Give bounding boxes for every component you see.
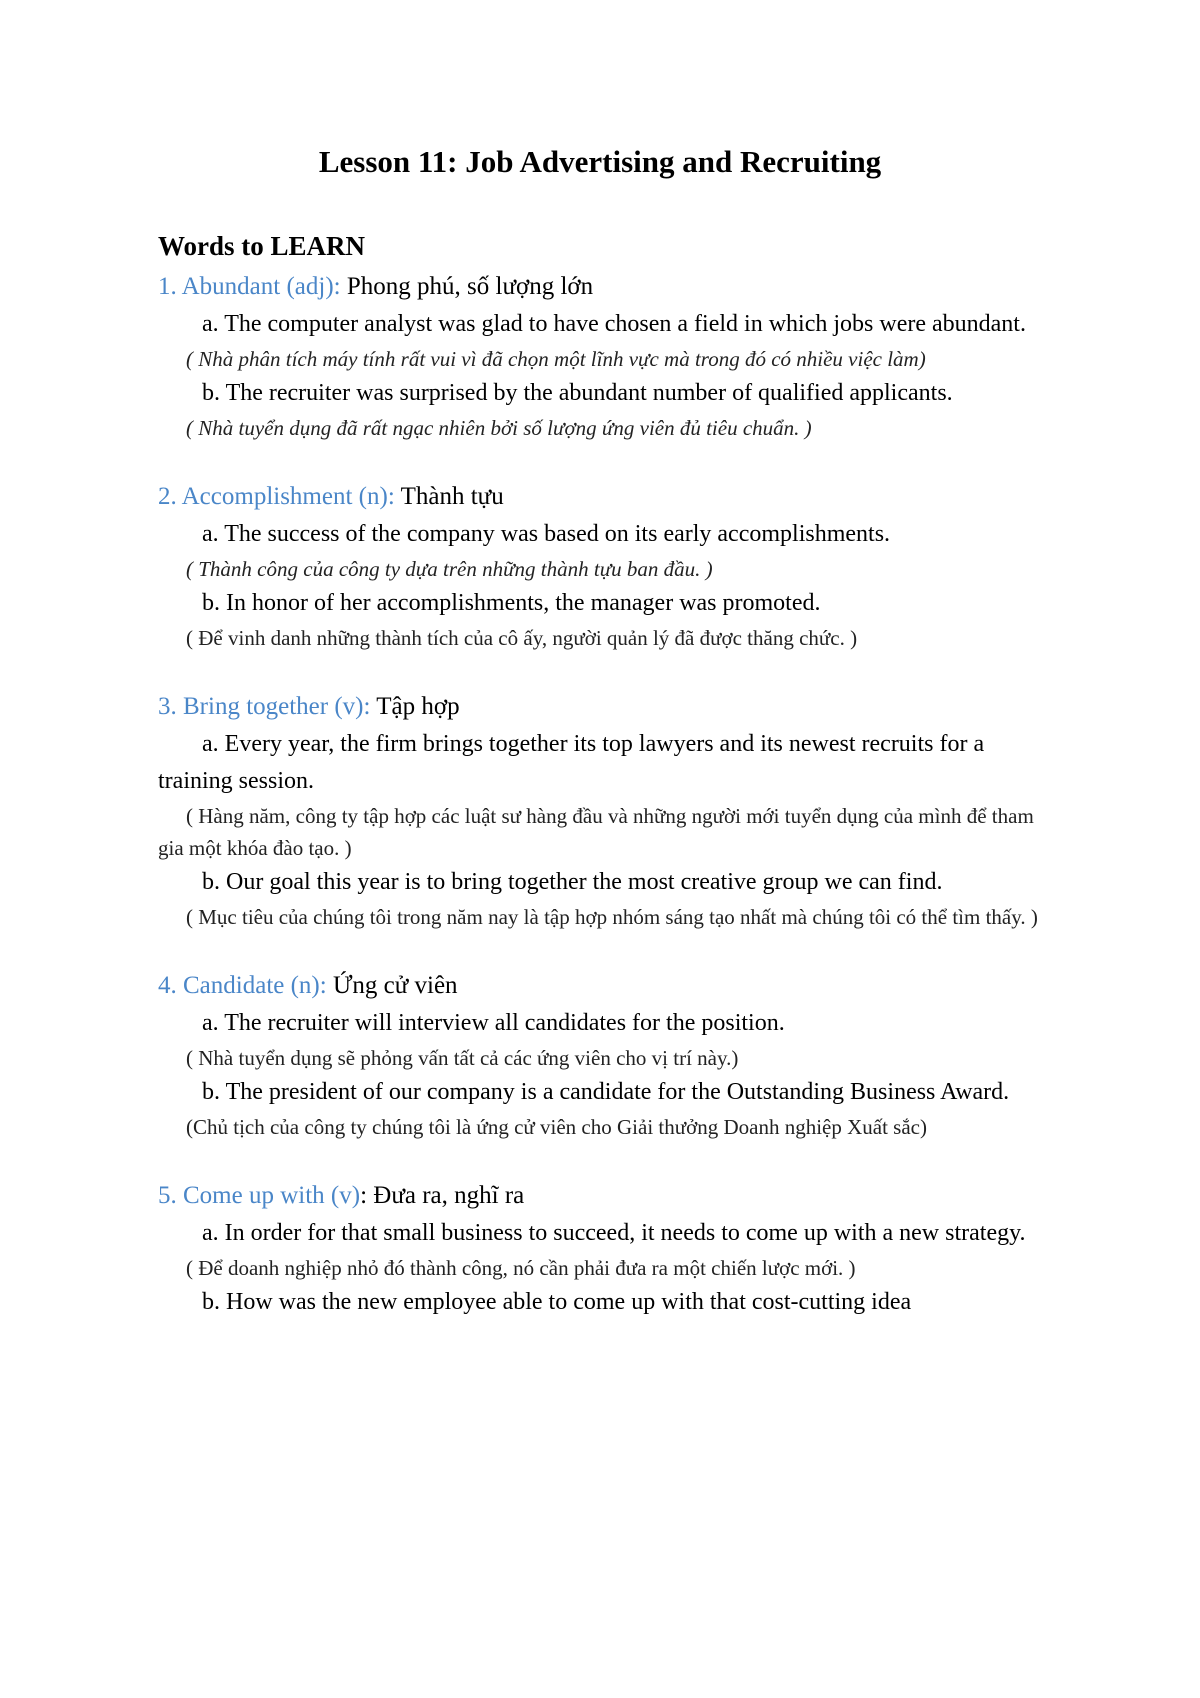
vocab-headword bbox=[158, 478, 1058, 516]
vocab-meaning: Thành tựu bbox=[394, 483, 504, 510]
vocab-meaning: : Đưa ra, nghĩ ra bbox=[360, 1182, 525, 1209]
example-translation: ( Hàng năm, công ty tập hợp các luật sư hàng đầu và những người mới tuyển dụng của mình để tham gia một khóa đào tạo. ) bbox=[158, 804, 1034, 860]
example-sentence: b. How was the new employee able to come up with that cost-cutting idea bbox=[202, 1289, 912, 1315]
example-translation: ( Để vinh danh những thành tích của cô ấy, người quản lý đã được thăng chức. ) bbox=[186, 626, 858, 650]
section-heading: Words to LEARN bbox=[158, 231, 366, 261]
vocab-entry bbox=[158, 478, 1058, 654]
example-sentence: a. Every year, the firm brings together its top lawyers and its newest recruits for a training session. bbox=[158, 731, 985, 794]
example-translation: ( Nhà tuyển dụng sẽ phỏng vấn tất cả các ứng viên cho vị trí này.) bbox=[186, 1046, 739, 1070]
vocab-term: 5. Come up with (v) bbox=[158, 1182, 361, 1209]
vocab-term: 1. Abundant (adj): bbox=[158, 273, 341, 300]
example-sentence: a. The success of the company was based on its early accomplishments. bbox=[202, 521, 891, 547]
example-sentence: a. The computer analyst was glad to have chosen a field in which jobs were abundant. bbox=[202, 311, 1026, 337]
vocab-meaning: Ứng cử viên bbox=[326, 972, 458, 999]
example-translation: ( Mục tiêu của chúng tôi trong năm nay là tập hợp nhóm sáng tạo nhất mà chúng tôi có thể tìm thấy. ) bbox=[186, 905, 1038, 929]
example-sentence: b. The recruiter was surprised by the abundant number of qualified applicants. bbox=[202, 380, 953, 406]
vocab-meaning: Tập hợp bbox=[370, 693, 460, 720]
vocab-term: 2. Accomplishment (n): bbox=[158, 483, 395, 510]
example-sentence: a. In order for that small business to succeed, it needs to come up with a new strategy. bbox=[202, 1220, 1026, 1246]
vocabulary-list bbox=[158, 268, 1058, 1345]
vocab-term: 3. Bring together (v): bbox=[158, 693, 371, 720]
example-sentence: b. The president of our company is a candidate for the Outstanding Business Award. bbox=[202, 1079, 1010, 1105]
example-translation: ( Thành công của công ty dựa trên những thành tựu ban đầu. ) bbox=[186, 557, 713, 581]
page-title: Lesson 11: Job Advertising and Recruiting bbox=[318, 144, 882, 179]
vocab-entry bbox=[158, 1177, 1058, 1321]
example-translation: (Chủ tịch của công ty chúng tôi là ứng cử viên cho Giải thưởng Doanh nghiệp Xuất sắc) bbox=[186, 1115, 927, 1139]
vocab-term: 4. Candidate (n): bbox=[158, 972, 327, 999]
example-translation: ( Nhà phân tích máy tính rất vui vì đã chọn một lĩnh vực mà trong đó có nhiều việc làm) bbox=[186, 347, 926, 371]
example-sentence: b. In honor of her accomplishments, the manager was promoted. bbox=[202, 590, 821, 616]
example-sentence: a. The recruiter will interview all candidates for the position. bbox=[202, 1010, 785, 1036]
vocab-entry bbox=[158, 967, 1058, 1143]
vocab-headword bbox=[158, 967, 1058, 1005]
vocab-entry bbox=[158, 268, 1058, 444]
example-translation: ( Nhà tuyển dụng đã rất ngạc nhiên bởi số lượng ứng viên đủ tiêu chuẩn. ) bbox=[186, 416, 812, 440]
vocab-headword bbox=[158, 268, 1058, 306]
vocab-headword bbox=[158, 688, 1058, 726]
vocab-meaning: Phong phú, số lượng lớn bbox=[340, 273, 594, 300]
example-sentence: b. Our goal this year is to bring together the most creative group we can find. bbox=[202, 869, 943, 895]
vocab-entry bbox=[158, 688, 1058, 933]
vocab-headword bbox=[158, 1177, 1058, 1215]
example-translation: ( Để doanh nghiệp nhỏ đó thành công, nó cần phải đưa ra một chiến lược mới. ) bbox=[186, 1256, 856, 1280]
